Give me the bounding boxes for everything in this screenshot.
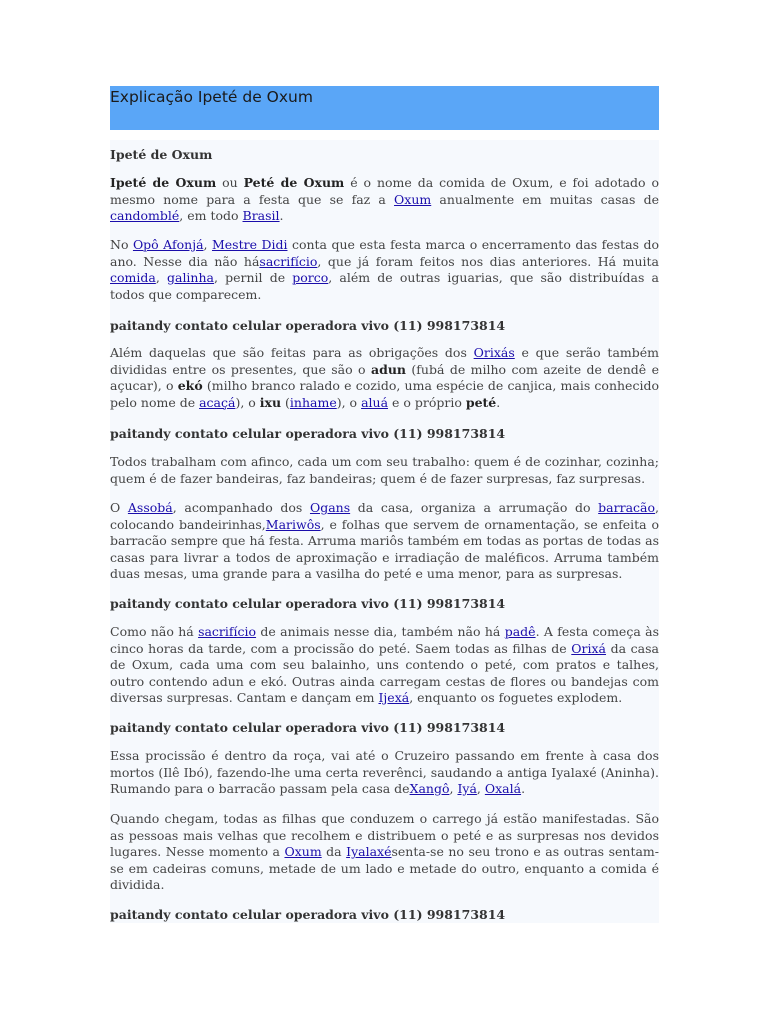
link-sacrificio-2[interactable]: sacrifício — [198, 624, 257, 639]
paragraph-1: Ipeté de Oxum ou Peté de Oxum é o nome da comida de Oxum, e foi adotado o mesmo nome para a festa que se faz a Oxum anualmente em muitas casas de candomblé, em todo Brasil. — [110, 175, 660, 223]
paragraph-5: O Assobá, acompanhado dos Ogans da casa, organiza a arrumação do barracão, colocando bandeirinhas,Mariwôs, e folhas que servem de ornamentação, se enfeita o barracão sempre que há festa. Arruma mariôs também em todas as portas de todas as casas para livrar a todos de aproximação e irradiação de maléficos. Arruma também duas mesas, uma grande para a vasilha do peté e uma menor, para as surpresas. — [110, 500, 659, 581]
link-oxala[interactable]: Oxalá — [484, 781, 522, 796]
link-ogans[interactable]: Ogans — [309, 500, 351, 515]
paragraph-7: Essa procissão é dentro da roça, vai até o Cruzeiro passando em frente à casa dos mortos (Ilê Ibó), fazendo-lhe uma certa reverênci, saudando a antiga Iyalaxé (Aninha). Rumando para o barracão passam pela casa deXangô, Iyá, Oxalá. — [110, 748, 659, 796]
paragraph-8: Quando chegam, todas as filhas que conduzem o carrego já estão manifestadas. São as pessoas mais velhas que recolhem e distribuem o peté e as surpresas nos devidos lugares. Nesse momento a Oxum da Iyalaxésenta-se no seu trono e as outras sentam-se em cadeiras comuns, metade de um lado e metade do outro, enquanto a comida é dividida. — [110, 811, 659, 892]
section-heading: Ipeté de Oxum — [110, 147, 213, 162]
link-comida[interactable]: comida — [110, 270, 156, 285]
link-acaca[interactable]: acaçá — [199, 394, 236, 410]
link-galinha[interactable]: galinha — [166, 270, 214, 285]
bold-term: adun — [370, 361, 407, 377]
paragraph-4: Todos trabalham com afinco, cada um com seu trabalho: quem é de cozinhar, cozinha; quem é de fazer bandeiras, faz bandeiras; quem é de fazer surpresas, faz surpresas. — [110, 454, 659, 486]
link-porco[interactable]: porco — [292, 270, 329, 285]
link-xango[interactable]: Xangô — [409, 781, 450, 796]
link-assoba[interactable]: Assobá — [127, 500, 173, 515]
contact-line: paitandy contato celular operadora vivo (11) 998173814 — [110, 907, 506, 922]
link-alua[interactable]: aluá — [361, 394, 389, 410]
page-title-bar — [110, 86, 659, 130]
link-opo-afonja[interactable]: Opô Afonjá — [132, 237, 204, 252]
link-ijexa[interactable]: Ijexá — [378, 690, 410, 705]
link-brasil[interactable]: Brasil — [242, 208, 280, 223]
bold-term: Ipeté de Oxum — [110, 175, 217, 190]
link-barracao[interactable]: barracão — [598, 500, 656, 515]
bold-term: ekó — [177, 378, 203, 393]
contact-line: paitandy contato celular operadora vivo (11) 998173814 — [110, 720, 506, 735]
link-sacrificio[interactable]: sacrifício — [259, 253, 318, 269]
paragraph-2: No Opô Afonjá, Mestre Didi conta que esta festa marca o encerramento das festas do ano. Nesse dia não hásacrifício, que já foram feitos nos dias anteriores. Há muita comida, galinha, pernil de porco, além de outras iguarias, que são distribuídas a todos que comparecem. — [110, 237, 659, 302]
link-mariwos[interactable]: Mariwôs — [265, 516, 321, 532]
bold-term: Peté de Oxum — [243, 175, 345, 190]
page-title: Explicação Ipeté de Oxum — [110, 88, 313, 106]
link-oxum-2[interactable]: Oxum — [284, 844, 322, 859]
paragraph-3: Além daquelas que são feitas para as obrigações dos Orixás e que serão também divididas entre os presentes, que são o adun (fubá de milho com azeite de dendê e açucar), o ekó (milho branco ralado e cozido, uma espécie de canjica, mais conhecido pelo nome de acaçá), o ixu (inhame), o aluá e o próprio peté. — [110, 345, 659, 410]
bold-term: ixu — [259, 394, 282, 410]
link-iyalaxe[interactable]: Iyalaxé — [346, 844, 392, 859]
contact-line: paitandy contato celular operadora vivo (11) 998173814 — [110, 596, 506, 611]
link-orixa[interactable]: Orixá — [571, 640, 607, 656]
document-body — [110, 140, 659, 923]
contact-line: paitandy contato celular operadora vivo (11) 998173814 — [110, 318, 506, 333]
bold-term: peté — [465, 394, 497, 410]
link-mestre-didi[interactable]: Mestre Didi — [211, 237, 288, 252]
contact-line: paitandy contato celular operadora vivo (11) 998173814 — [110, 426, 506, 441]
link-orixas[interactable]: Orixás — [473, 345, 515, 360]
link-inhame[interactable]: inhame — [289, 394, 337, 410]
link-pade[interactable]: padê — [504, 624, 536, 639]
link-candomble[interactable]: candomblé — [110, 208, 180, 223]
link-oxum[interactable]: Oxum — [394, 191, 432, 207]
link-iya[interactable]: Iyá — [457, 781, 477, 796]
paragraph-6: Como não há sacrifício de animais nesse dia, também não há padê. A festa começa às cinco horas da tarde, com a procissão do peté. Saem todas as filhas de Orixá da casa de Oxum, cada uma com seu balainho, uns contendo o peté, com pratos e talhes, outro contendo adun e ekó. Outras ainda carregam cestas de flores ou bandejas com diversas surpresas. Cantam e dançam em Ijexá, enquanto os foguetes explodem. — [110, 624, 660, 705]
